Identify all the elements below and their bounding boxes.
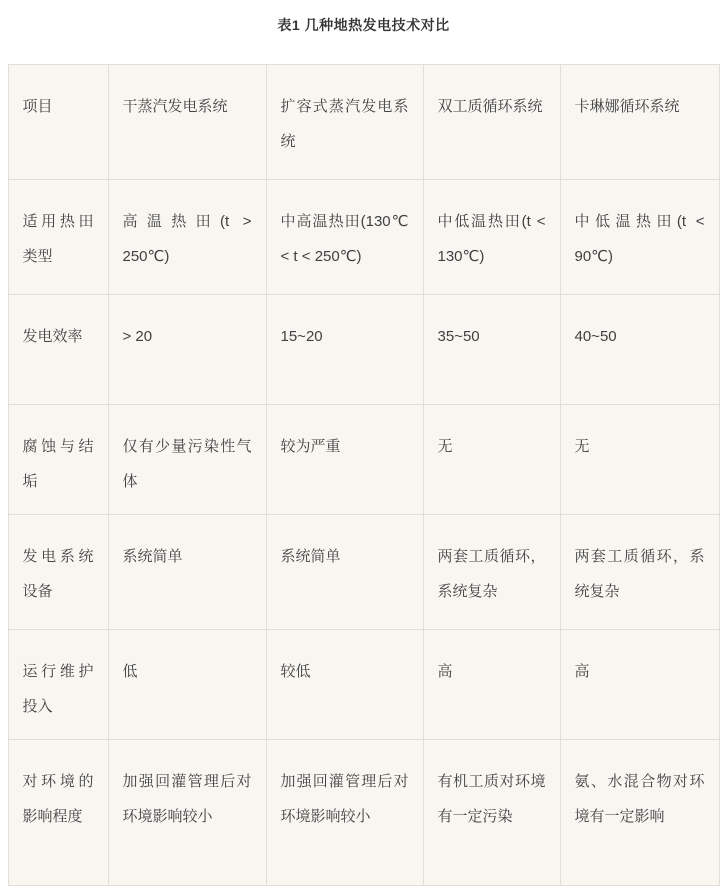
table-caption: 表1 几种地热发电技术对比 <box>277 17 450 33</box>
cell-equipment-2: 系统简单 <box>266 515 423 630</box>
cell-field-type-1: 高温热田(t > 250℃) <box>108 180 266 295</box>
header-cell-flash-steam-system: 扩容式蒸汽发电系统 <box>266 65 423 180</box>
cell-field-type-4: 中低温热田(t < 90℃) <box>560 180 719 295</box>
cell-maintenance-4: 高 <box>560 630 719 740</box>
row-label-environment: 对环境的影响程度 <box>8 740 108 886</box>
cell-efficiency-2: 15~20 <box>266 295 423 405</box>
cell-equipment-4: 两套工质循环，系统复杂 <box>560 515 719 630</box>
table-row-environment <box>8 740 719 886</box>
row-label-corrosion: 腐蚀与结垢 <box>8 405 108 515</box>
cell-field-type-3: 中低温热田(t < 130℃) <box>423 180 560 295</box>
header-cell-kalina-cycle-system: 卡琳娜循环系统 <box>560 65 719 180</box>
cell-maintenance-2: 较低 <box>266 630 423 740</box>
cell-equipment-3: 两套工质循环，系统复杂 <box>423 515 560 630</box>
table-row-efficiency <box>8 295 719 405</box>
table-row-corrosion <box>8 405 719 515</box>
row-label-maintenance: 运行维护投入 <box>8 630 108 740</box>
cell-corrosion-4: 无 <box>560 405 719 515</box>
cell-environment-4: 氨、水混合物对环境有一定影响 <box>560 740 719 886</box>
row-label-field-type: 适用热田类型 <box>8 180 108 295</box>
row-label-efficiency: 发电效率 <box>8 295 108 405</box>
cell-maintenance-1: 低 <box>108 630 266 740</box>
cell-environment-1: 加强回灌管理后对环境影响较小 <box>108 740 266 886</box>
header-cell-dry-steam-system: 干蒸汽发电系统 <box>108 65 266 180</box>
header-cell-binary-cycle-system: 双工质循环系统 <box>423 65 560 180</box>
row-label-equipment: 发电系统设备 <box>8 515 108 630</box>
header-cell-item: 项目 <box>8 65 108 180</box>
table-row-maintenance <box>8 630 719 740</box>
cell-maintenance-3: 高 <box>423 630 560 740</box>
cell-equipment-1: 系统简单 <box>108 515 266 630</box>
cell-corrosion-3: 无 <box>423 405 560 515</box>
table-row-field-type <box>8 180 719 295</box>
cell-field-type-2: 中高温热田(130℃ < t < 250℃) <box>266 180 423 295</box>
geothermal-comparison-table <box>8 64 720 886</box>
cell-efficiency-3: 35~50 <box>423 295 560 405</box>
header-row <box>8 65 719 180</box>
cell-efficiency-4: 40~50 <box>560 295 719 405</box>
cell-corrosion-1: 仅有少量污染性气体 <box>108 405 266 515</box>
cell-efficiency-1: > 20 <box>108 295 266 405</box>
cell-environment-3: 有机工质对环境有一定污染 <box>423 740 560 886</box>
cell-environment-2: 加强回灌管理后对环境影响较小 <box>266 740 423 886</box>
table-row-equipment <box>8 515 719 630</box>
cell-corrosion-2: 较为严重 <box>266 405 423 515</box>
